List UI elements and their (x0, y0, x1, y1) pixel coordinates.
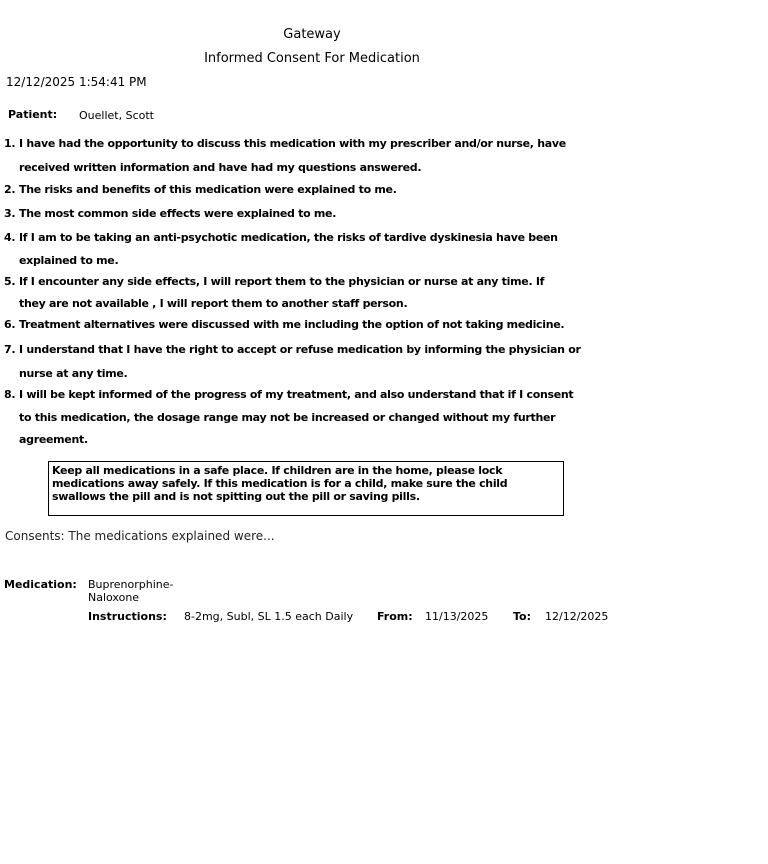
statement-number: 6. (4, 318, 16, 331)
statement-text: The most common side effects were explained to me. (19, 207, 337, 220)
statement-1-continued (4, 161, 421, 174)
to-label: To: (513, 610, 531, 623)
statement-text: agreement. (19, 433, 88, 446)
organization-name: Gateway (283, 27, 341, 42)
statement-2 (4, 183, 397, 196)
patient-label: Patient: (8, 108, 58, 121)
instructions-value: 8-2mg, Subl, SL 1.5 each Daily (184, 610, 354, 623)
warning-text: swallows the pill and is not spitting out the pill or saving pills. (52, 490, 420, 503)
statement-7-continued (4, 367, 127, 380)
statement-text: explained to me. (19, 254, 119, 267)
to-date: 12/12/2025 (545, 610, 609, 623)
statement-3 (4, 207, 336, 220)
statement-6 (4, 318, 564, 331)
statement-1 (4, 137, 566, 150)
statement-text: If I encounter any side effects, I will report them to the physician or nurse at any time. If (19, 275, 545, 288)
statement-8-continued (4, 433, 88, 446)
statement-5-continued (4, 297, 407, 310)
instructions-label: Instructions: (88, 610, 167, 623)
medication-name: Naloxone (88, 591, 140, 604)
medication-name: Buprenorphine- (88, 578, 174, 591)
warning-text: Keep all medications in a safe place. If children are in the home, please lock (52, 464, 503, 477)
statement-8-continued (4, 411, 555, 424)
safety-warning-box (48, 461, 564, 516)
statement-number: 7. (4, 343, 16, 356)
statement-number: 1. (4, 137, 16, 150)
consents-heading: Consents: The medications explained were... (5, 529, 275, 543)
timestamp: 12/12/2025 1:54:41 PM (6, 75, 147, 89)
statement-text: I understand that I have the right to accept or refuse medication by informing the physician or (19, 343, 581, 356)
statement-number: 3. (4, 207, 16, 220)
statement-text: they are not available , I will report them to another staff person. (19, 297, 408, 310)
statement-7 (4, 343, 581, 356)
statement-5 (4, 275, 544, 288)
statement-text: I have had the opportunity to discuss this medication with my prescriber and/or nurse, have (19, 137, 566, 150)
statement-text: I will be kept informed of the progress of my treatment, and also understand that if I consent (19, 388, 574, 401)
statement-number: 5. (4, 275, 16, 288)
statement-text: If I am to be taking an anti-psychotic medication, the risks of tardive dyskinesia have been (19, 231, 558, 244)
statement-text: to this medication, the dosage range may not be increased or changed without my further (19, 411, 556, 424)
from-label: From: (377, 610, 413, 623)
statement-4-continued (4, 254, 118, 267)
statement-number: 4. (4, 231, 16, 244)
statement-4 (4, 231, 558, 244)
patient-name: Ouellet, Scott (79, 109, 154, 122)
statement-number: 2. (4, 183, 16, 196)
medication-label: Medication: (4, 578, 77, 591)
statement-text: The risks and benefits of this medication were explained to me. (19, 183, 397, 196)
statement-number: 8. (4, 388, 16, 401)
from-date: 11/13/2025 (425, 610, 489, 623)
statement-8 (4, 388, 573, 401)
document-title: Informed Consent For Medication (204, 51, 420, 66)
statement-text: nurse at any time. (19, 367, 128, 380)
statement-text: received written information and have had my questions answered. (19, 161, 422, 174)
statement-text: Treatment alternatives were discussed with me including the option of not taking medicine. (19, 318, 565, 331)
warning-text: medications away safely. If this medication is for a child, make sure the child (52, 477, 508, 490)
